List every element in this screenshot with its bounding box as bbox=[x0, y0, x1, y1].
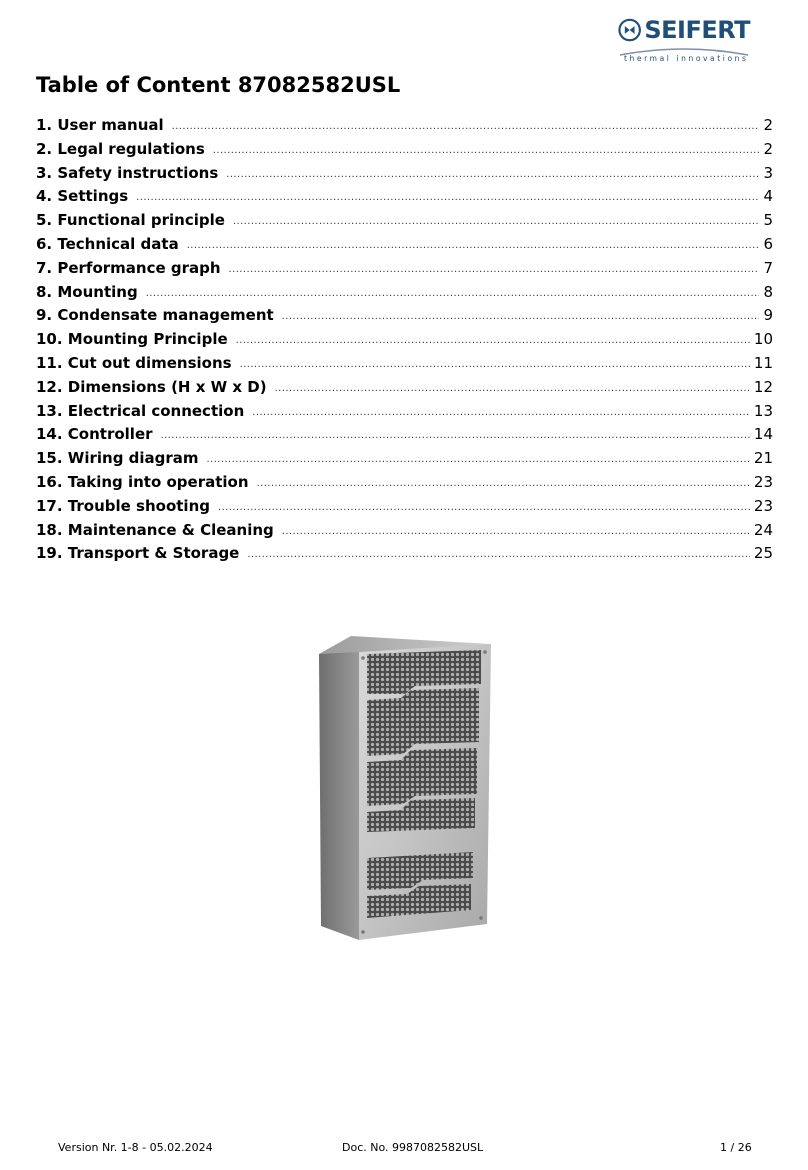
toc-entry-page: 13 bbox=[753, 401, 773, 420]
toc-entry-page: 24 bbox=[753, 520, 773, 539]
toc-dot-leader bbox=[226, 169, 759, 180]
toc-dot-leader bbox=[172, 121, 760, 132]
toc-entry[interactable] bbox=[36, 187, 773, 211]
toc-dot-leader bbox=[282, 311, 760, 322]
toc-dot-leader bbox=[247, 549, 750, 560]
toc-entry-page: 7 bbox=[763, 258, 773, 277]
toc-entry[interactable] bbox=[36, 164, 773, 188]
toc-entry-label: 14. Controller bbox=[36, 425, 153, 444]
toc-entry-page: 25 bbox=[753, 544, 773, 563]
toc-dot-leader bbox=[275, 383, 750, 394]
toc-entry-label: 2. Legal regulations bbox=[36, 139, 205, 158]
brand-tagline: thermal innovations bbox=[624, 54, 749, 63]
toc-dot-leader bbox=[240, 359, 750, 370]
toc-entry-label: 13. Electrical connection bbox=[36, 401, 245, 420]
toc-entry-label: 1. User manual bbox=[36, 116, 164, 134]
toc-entry-label: 3. Safety instructions bbox=[36, 163, 219, 182]
toc-entry[interactable] bbox=[36, 354, 773, 378]
toc-entry-label: 15. Wiring diagram bbox=[36, 449, 199, 468]
toc-dot-leader bbox=[146, 288, 760, 299]
toc-entry[interactable] bbox=[36, 473, 773, 497]
toc-dot-leader bbox=[252, 407, 750, 418]
brand-logo bbox=[618, 14, 750, 66]
toc-entry-label: 16. Taking into operation bbox=[36, 472, 249, 491]
toc-entry-page: 12 bbox=[753, 377, 773, 396]
toc-entry[interactable] bbox=[36, 378, 773, 402]
toc-dot-leader bbox=[236, 335, 750, 346]
toc-entry[interactable] bbox=[36, 449, 773, 473]
seifert-logo-icon bbox=[618, 18, 641, 42]
toc-entry-label: 11. Cut out dimensions bbox=[36, 353, 232, 372]
toc-entry-page: 10 bbox=[753, 330, 773, 349]
toc-dot-leader bbox=[282, 526, 750, 537]
toc-entry[interactable] bbox=[36, 283, 773, 307]
table-of-contents bbox=[36, 116, 773, 568]
toc-dot-leader bbox=[218, 502, 750, 513]
toc-entry-label: 17. Trouble shooting bbox=[36, 496, 210, 515]
product-image bbox=[315, 632, 495, 944]
toc-entry-page: 23 bbox=[753, 472, 773, 491]
toc-entry[interactable] bbox=[36, 235, 773, 259]
toc-entry[interactable] bbox=[36, 259, 773, 283]
toc-entry-label: 6. Technical data bbox=[36, 234, 179, 253]
toc-entry[interactable] bbox=[36, 402, 773, 426]
toc-dot-leader bbox=[233, 216, 760, 227]
toc-entry-page: 3 bbox=[763, 163, 773, 182]
toc-dot-leader bbox=[161, 430, 750, 441]
toc-entry-label: 5. Functional principle bbox=[36, 211, 225, 230]
toc-dot-leader bbox=[207, 454, 750, 465]
toc-dot-leader bbox=[257, 478, 750, 489]
toc-entry[interactable] bbox=[36, 497, 773, 521]
brand-name: SEIFERT bbox=[644, 16, 750, 44]
toc-entry[interactable] bbox=[36, 425, 773, 449]
page-title: Table of Content 87082582USL bbox=[36, 73, 401, 97]
toc-entry-page: 4 bbox=[763, 187, 773, 206]
toc-dot-leader bbox=[213, 145, 760, 156]
toc-entry-label: 8. Mounting bbox=[36, 282, 138, 301]
toc-entry-label: 9. Condensate management bbox=[36, 306, 274, 325]
toc-entry[interactable] bbox=[36, 306, 773, 330]
footer-doc-number: Doc. No. 9987082582USL bbox=[342, 1141, 484, 1154]
toc-entry-label: 12. Dimensions (H x W x D) bbox=[36, 377, 267, 396]
footer-version: Version Nr. 1-8 - 05.02.2024 bbox=[58, 1141, 213, 1154]
toc-entry[interactable] bbox=[36, 211, 773, 235]
toc-entry-page: 21 bbox=[753, 449, 773, 468]
toc-entry-label: 7. Performance graph bbox=[36, 258, 221, 277]
footer-page-number: 1 / 26 bbox=[720, 1141, 752, 1154]
toc-entry-page: 2 bbox=[763, 139, 773, 158]
toc-dot-leader bbox=[136, 192, 759, 203]
toc-entry[interactable] bbox=[36, 544, 773, 568]
toc-entry-page: 2 bbox=[763, 116, 773, 134]
toc-entry-page: 11 bbox=[753, 353, 773, 372]
toc-entry-label: 10. Mounting Principle bbox=[36, 330, 228, 349]
toc-entry-label: 4. Settings bbox=[36, 187, 129, 206]
toc-entry-page: 9 bbox=[763, 306, 773, 325]
toc-dot-leader bbox=[229, 264, 760, 275]
toc-entry-page: 6 bbox=[763, 234, 773, 253]
toc-entry-page: 8 bbox=[763, 282, 773, 301]
toc-entry[interactable] bbox=[36, 521, 773, 545]
toc-entry[interactable] bbox=[36, 140, 773, 164]
toc-entry[interactable] bbox=[36, 330, 773, 354]
toc-entry-label: 18. Maintenance & Cleaning bbox=[36, 520, 274, 539]
toc-entry-page: 14 bbox=[753, 425, 773, 444]
toc-entry[interactable] bbox=[36, 116, 773, 140]
toc-dot-leader bbox=[187, 240, 760, 251]
toc-entry-label: 19. Transport & Storage bbox=[36, 544, 240, 563]
toc-entry-page: 23 bbox=[753, 496, 773, 515]
toc-entry-page: 5 bbox=[763, 211, 773, 230]
